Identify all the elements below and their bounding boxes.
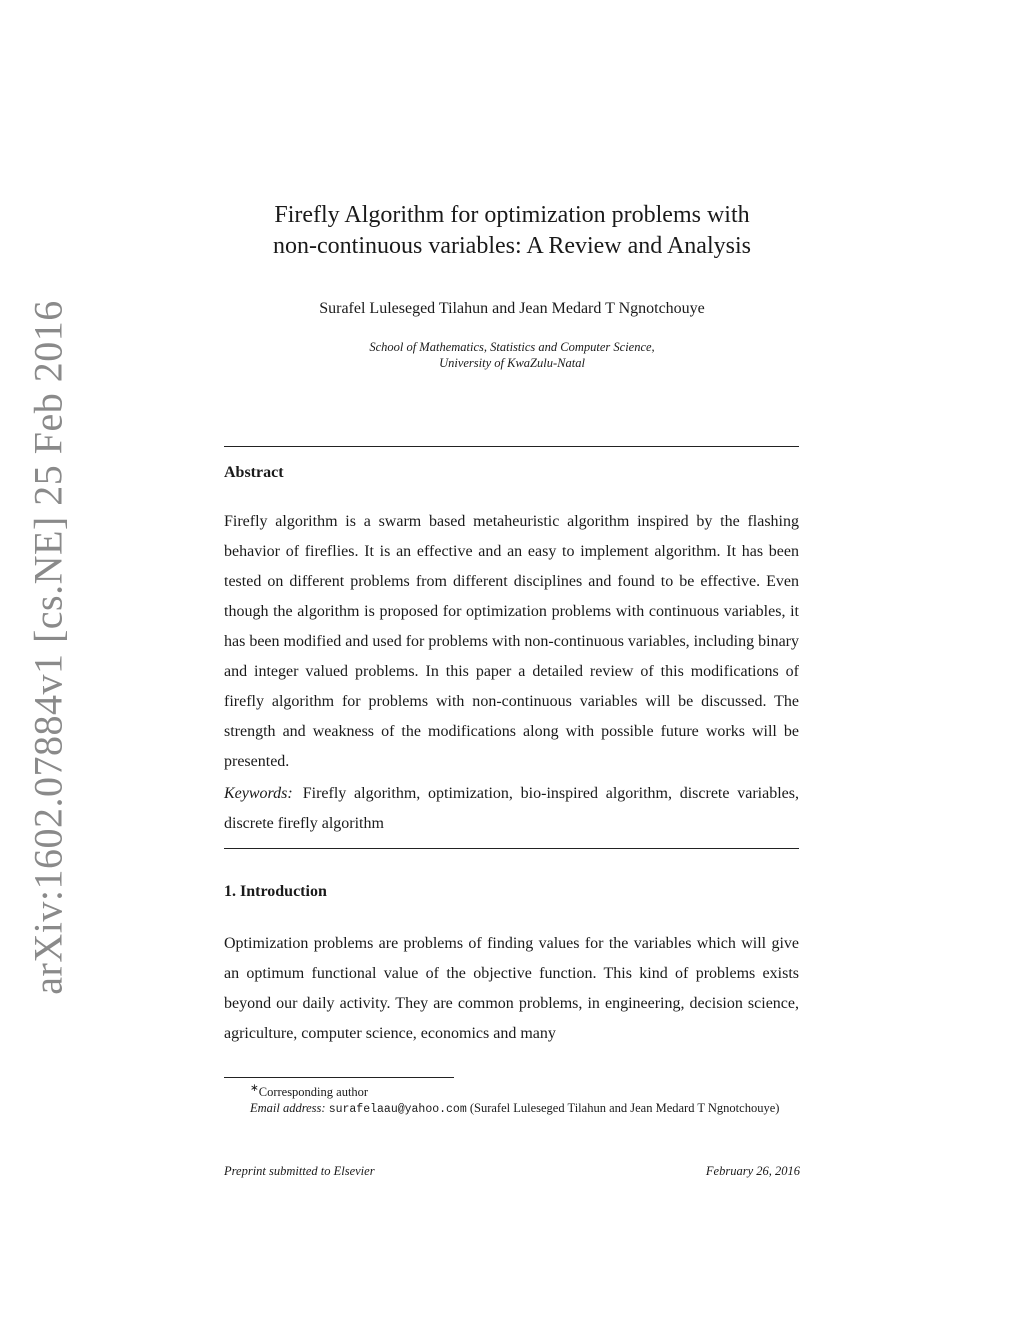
title-line-2: non-continuous variables: A Review and Analysis [273, 233, 751, 259]
authors: Surafel Luleseged Tilahun and Jean Medard T Ngnotchouye [319, 300, 705, 317]
email-address[interactable]: surafelaau@yahoo.com [328, 1103, 467, 1117]
footer-preprint: Preprint submitted to Elsevier [224, 1164, 375, 1178]
keywords-text: Firefly algorithm, optimization, bio-inspired algorithm, discrete variables, discrete firefly algorithm [224, 785, 799, 832]
footnote-email [224, 1100, 799, 1118]
paper-title [200, 200, 824, 262]
affiliation-line-2: University of KwaZulu-Natal [439, 356, 585, 370]
affiliation-line-1: School of Mathematics, Statistics and Computer Science, [369, 340, 655, 354]
abstract-heading: Abstract [224, 464, 284, 481]
email-owner: (Surafel Luleseged Tilahun and Jean Medard T Ngnotchouye) [469, 1101, 780, 1116]
abstract-body: Firefly algorithm is a swarm based metaheuristic algorithm inspired by the flashing behavior of fireflies. It is an effective and an easy to implement algorithm. It has been tested on different problems from different disciplines and found to be effective. Even though the algorithm is proposed for optimization problems with continuous variables, it has been modified and used for problems with non-continuous variables, including binary and integer valued problems. In this paper a detailed review of this modifications of firefly algorithm for problems with non-continuous variables will be discussed. The strength and weakness of the modifications along with possible future works will be presented. [224, 513, 799, 770]
introduction-heading: 1. Introduction [224, 883, 327, 900]
footnote-rule [224, 1077, 454, 1078]
keywords [224, 779, 799, 839]
affiliation [200, 339, 824, 371]
title-line-1: Firefly Algorithm for optimization problems with [274, 202, 750, 228]
footnote-corresponding-text: Corresponding author [258, 1085, 369, 1100]
footnote-marker: ∗ [250, 1083, 259, 1094]
footnote-corresponding [224, 1081, 799, 1100]
email-label: Email address: [250, 1101, 326, 1116]
footer-date: February 26, 2016 [705, 1164, 800, 1178]
arxiv-stamp [18, 300, 78, 995]
arxiv-stamp-text: arXiv:1602.07884v1 [cs.NE] 25 Feb 2016 [25, 300, 71, 995]
abstract-bottom-rule [224, 848, 799, 849]
abstract-top-rule [224, 446, 799, 447]
keywords-label: Keywords: [224, 785, 293, 802]
footnote [224, 1081, 799, 1118]
introduction-body: Optimization problems are problems of finding values for the variables which will give an optimum functional value of the objective function. This kind of problems exists beyond our daily activity. They are common problems, in engineering, decision science, agriculture, computer science, economics and many [224, 935, 799, 1042]
